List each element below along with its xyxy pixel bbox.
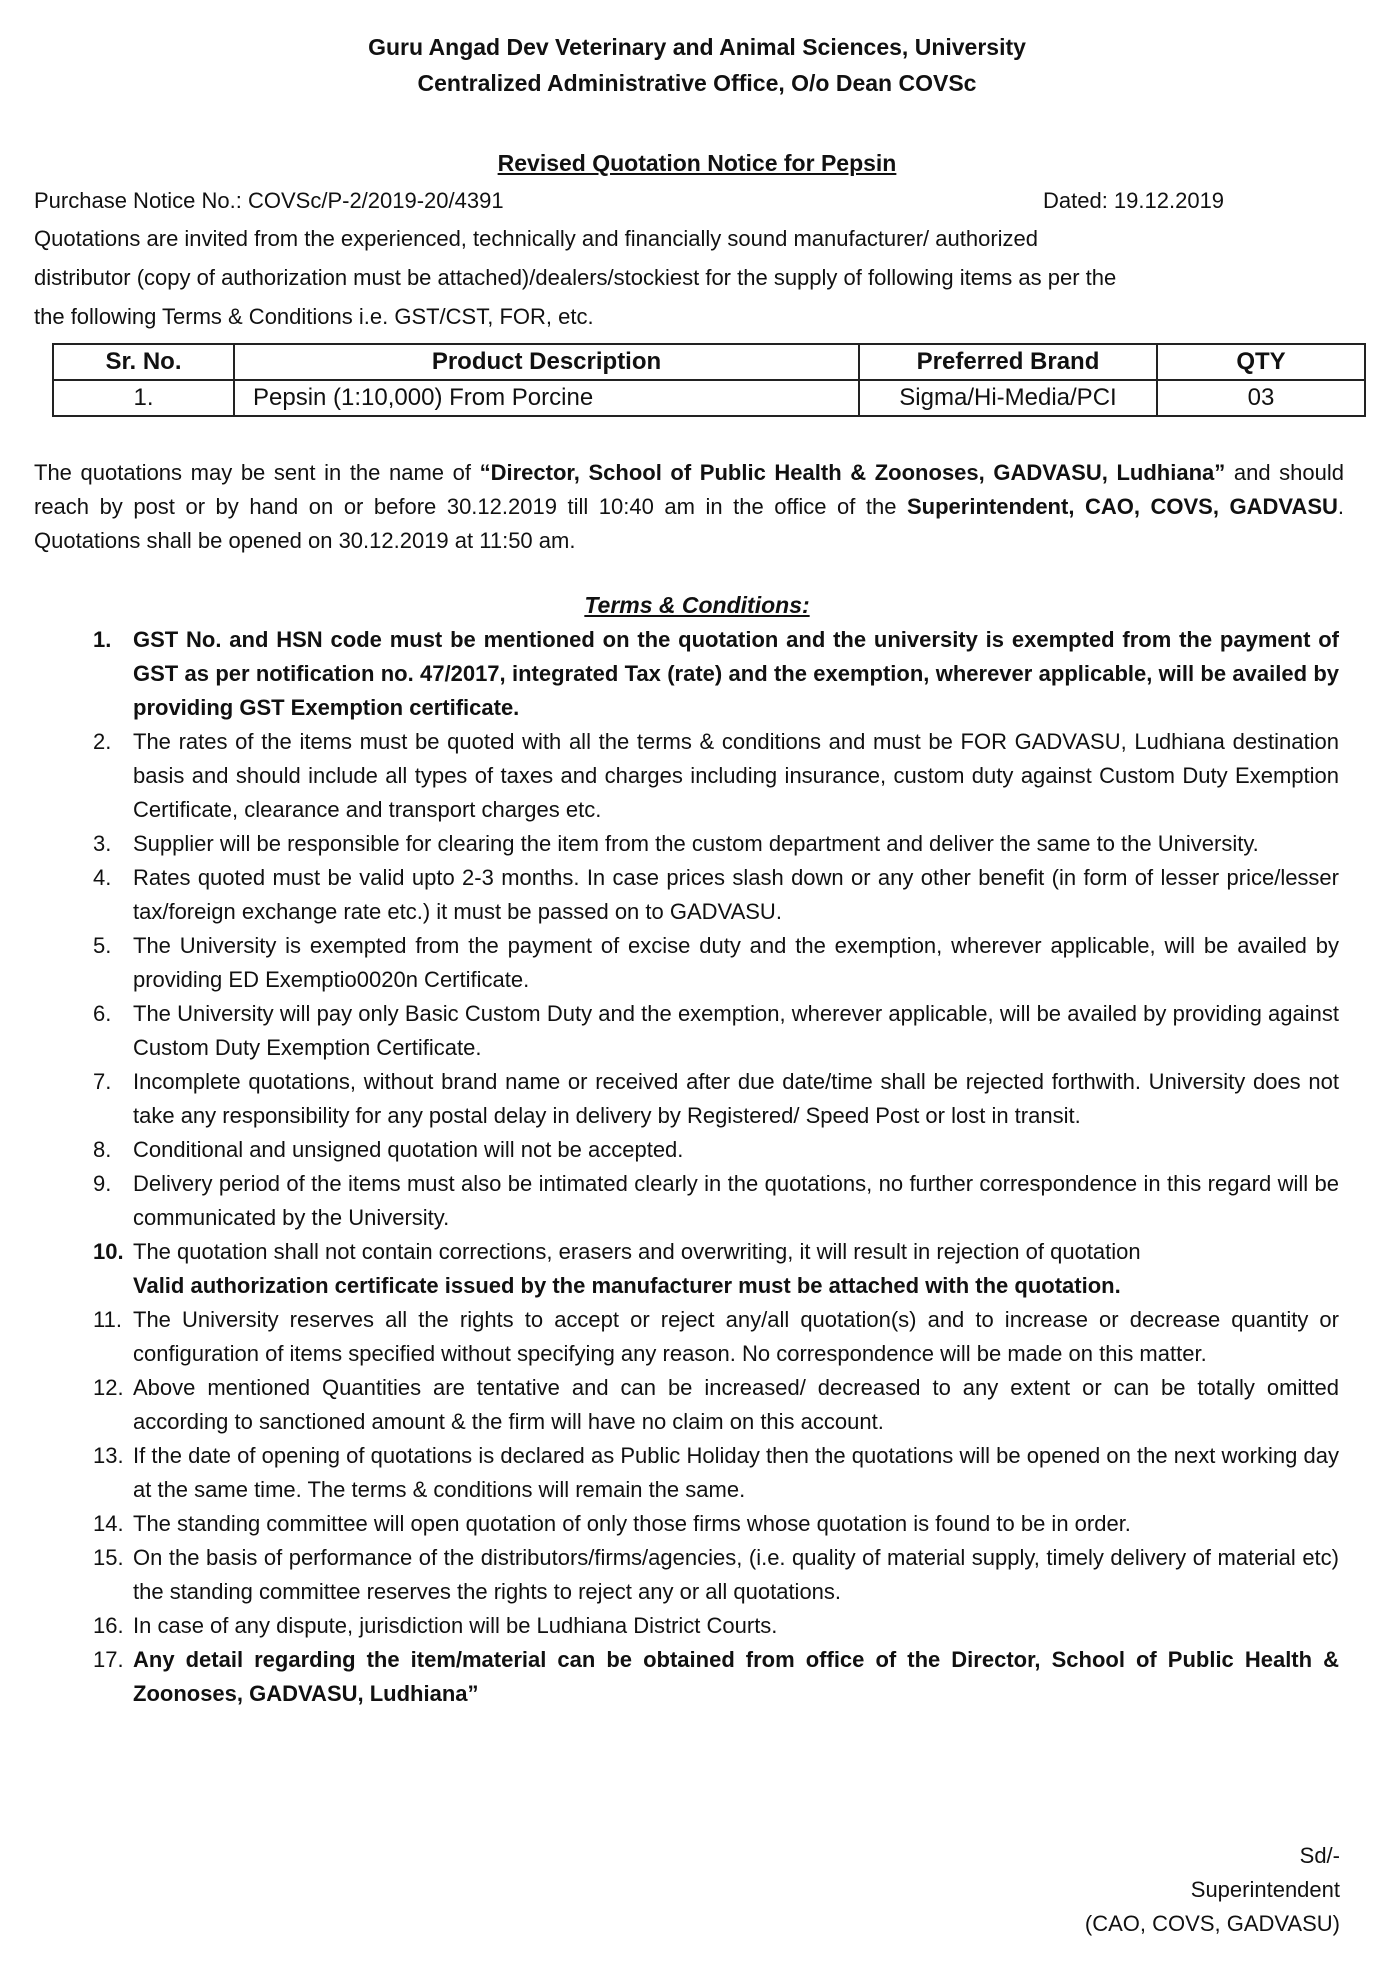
terms-heading: Terms & Conditions: [584,592,810,618]
intro-line-2: distributor (copy of authorization must be attached)/dealers/stockiest for the supply of following items as per the [34,265,1117,290]
term-item [0,929,1394,997]
notice-title: Revised Quotation Notice for Pepsin [497,150,897,176]
term-text: The University reserves all the rights to accept or reject any/all quotation(s) and to increase or decrease quantity or configuration of items specified without specifying any reason. No correspondence will be made on this matter. [133,1307,1339,1366]
purchase-notice-number: Purchase Notice No.: COVSc/P-2/2019-20/4391 [34,188,504,213]
term-text: Above mentioned Quantities are tentative and can be increased/ decreased to any extent or can be totally omitted according to sanctioned amount & the firm will have no claim on this account. [133,1375,1339,1434]
term-text: The rates of the items must be quoted with all the terms & conditions and must be FOR GADVASU, Ludhiana destination basis and should include all types of taxes and charges including insurance, custom duty against Custom Duty Exemption Certificate, clearance and transport charges etc. [133,729,1339,822]
term-number: 9. [93,1171,112,1196]
intro-line-1: Quotations are invited from the experienced, technically and financially sound manufacturer/ authorized [34,226,1039,251]
term-item [0,725,1394,827]
cell-preferred-brand: Sigma/Hi-Media/PCI [859,380,1157,416]
term-item [0,1371,1394,1439]
term-number: 17. [93,1647,124,1672]
column-header-product: Product Description [234,344,859,380]
term-text: On the basis of performance of the distributors/firms/agencies, (i.e. quality of material supply, timely delivery of material etc) the standing committee reserves the rights to reject any or all quotations. [133,1545,1339,1604]
term-text: The University is exempted from the payment of excise duty and the exemption, wherever applicable, will be availed by providing ED Exemptio0020n Certificate. [133,933,1339,992]
office-name: Centralized Administrative Office, O/o Dean COVSc [417,70,977,96]
term-item [0,1507,1394,1541]
term-item [0,1643,1394,1711]
term-text: Any detail regarding the item/material can be obtained from office of the Director, School of Public Health & Zoonoses, GADVASU, Ludhiana” [133,1647,1339,1706]
term-item [0,1167,1394,1235]
term-text-authorization: Valid authorization certificate issued by the manufacturer must be attached with the quotation. [133,1273,1121,1298]
term-text: If the date of opening of quotations is declared as Public Holiday then the quotations will be opened on the next working day at the same time. The terms & conditions will remain the same. [133,1443,1339,1502]
submission-paragraph [34,456,1344,558]
term-number: 6. [93,1001,112,1026]
term-number: 4. [93,865,112,890]
term-text: The University will pay only Basic Custom Duty and the exemption, wherever applicable, will be availed by providing against Custom Duty Exemption Certificate. [133,1001,1339,1060]
term-number: 10. [93,1239,124,1264]
term-number: 16. [93,1613,124,1638]
term-number: 12. [93,1375,124,1400]
term-number: 2. [93,729,112,754]
term-number: 5. [93,933,112,958]
term-item [0,827,1394,861]
column-header-sr-no: Sr. No. [53,344,234,380]
term-number: 13. [93,1443,124,1468]
term-number: 14. [93,1511,124,1536]
submission-addressee: “Director, School of Public Health & Zoonoses, GADVASU, Ludhiana” [479,460,1226,485]
signature-block [1085,1839,1340,1941]
term-text: Delivery period of the items must also be intimated clearly in the quotations, no further correspondence in this regard will be communicated by the University. [133,1171,1339,1230]
term-text [133,1235,1339,1303]
term-number: 7. [93,1069,112,1094]
term-text: The standing committee will open quotation of only those firms whose quotation is found to be in order. [133,1511,1131,1536]
term-number: 1. [93,627,112,652]
cell-sr-no: 1. [53,380,234,416]
submission-text-2: and should reach by post or by hand on or before 30.12.2019 till 10:40 am in the office of the [34,460,1345,519]
term-item [0,1133,1394,1167]
term-item [0,1541,1394,1609]
term-item [0,623,1394,725]
submission-office: Superintendent, CAO, COVS, GADVASU [906,494,1338,519]
signature-designation: Superintendent [1190,1877,1340,1902]
term-item [0,1235,1394,1303]
intro-line-3: the following Terms & Conditions i.e. GST/CST, FOR, etc. [34,304,594,329]
term-number: 3. [93,831,112,856]
signature-office: (CAO, COVS, GADVASU) [1084,1911,1340,1936]
table-header-row [53,344,1365,380]
signature-sd: Sd/- [1299,1843,1340,1868]
term-text: GST No. and HSN code must be mentioned on the quotation and the university is exempted from the payment of GST as per notification no. 47/2017, integrated Tax (rate) and the exemption, wherever applicable, will be availed by providing GST Exemption certificate. [133,627,1339,720]
cell-product-description: Pepsin (1:10,000) From Porcine [234,380,859,416]
term-number: 11. [93,1307,122,1332]
term-text: In case of any dispute, jurisdiction will be Ludhiana District Courts. [133,1613,778,1638]
term-number: 8. [93,1137,112,1162]
column-header-qty: QTY [1157,344,1365,380]
term-item [0,997,1394,1065]
term-text: Rates quoted must be valid upto 2-3 months. In case prices slash down or any other benefit (in form of lesser price/lesser tax/foreign exchange rate etc.) it must be passed on to GADVASU. [133,865,1339,924]
submission-text-1: The quotations may be sent in the name of [34,460,480,485]
term-item [0,1609,1394,1643]
table-row [53,380,1365,416]
term-item [0,1303,1394,1371]
cell-qty: 03 [1157,380,1365,416]
column-header-brand: Preferred Brand [859,344,1157,380]
submission-text-3: . Quotations shall be opened on 30.12.2019 at 11:50 am. [34,494,1345,553]
term-text: Incomplete quotations, without brand name or received after due date/time shall be rejected forthwith. University does not take any responsibility for any postal delay in delivery by Registered/ Speed Post or lost in transit. [133,1069,1339,1128]
term-text: Supplier will be responsible for clearing the item from the custom department and deliver the same to the University. [133,831,1259,856]
term-item [0,1065,1394,1133]
term-text: Conditional and unsigned quotation will not be accepted. [133,1137,684,1162]
notice-date: Dated: 19.12.2019 [1043,188,1225,213]
term-text-main: The quotation shall not contain corrections, erasers and overwriting, it will result in rejection of quotation [133,1239,1141,1264]
items-table [52,343,1366,417]
terms-list [0,623,1394,1711]
term-number: 15. [93,1545,124,1570]
term-item [0,1439,1394,1507]
term-item [0,861,1394,929]
university-name: Guru Angad Dev Veterinary and Animal Sciences, University [368,34,1026,60]
